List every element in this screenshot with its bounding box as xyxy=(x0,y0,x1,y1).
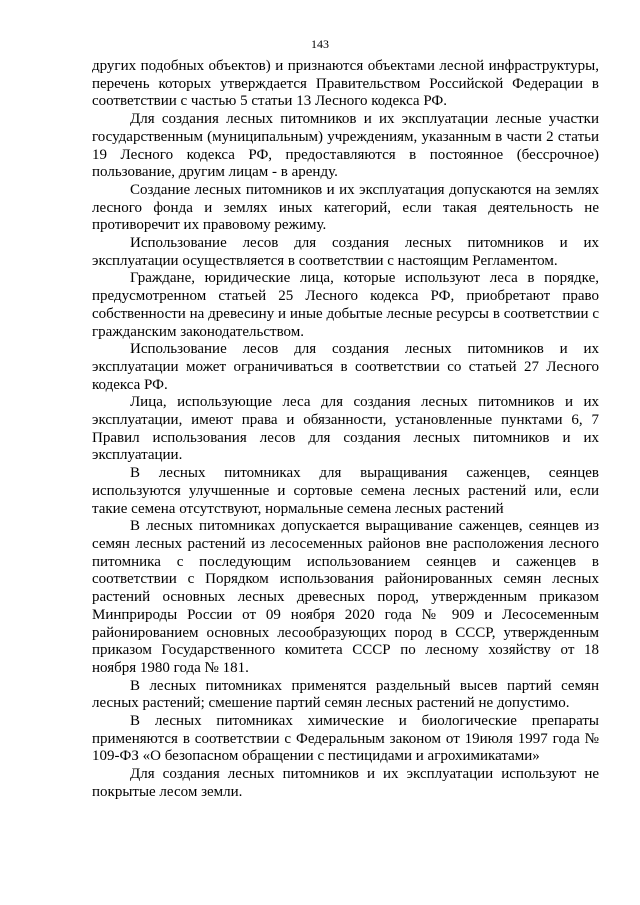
paragraph: Создание лесных питомников и их эксплуатация допускаются на землях лесного фонда и землях иных категорий, если такая деятельность не противоречит их правовому режиму. xyxy=(92,181,599,234)
paragraph: В лесных питомниках допускается выращивание саженцев, сеянцев из семян лесных растений из лесосеменных районов вне расположения лесного питомника с последующим использованием сеянцев и саженцев в соответствии с Порядком использования районированных семян лесных растений основных лесных древесных пород, утвержденным приказом Минприроды России от 09 ноября 2020 года № 909 и Лесосеменным районированием основных лесообразующих пород в СССР, утвержденным приказом Государственного комитета СССР по лесному хозяйству от 18 ноября 1980 года № 181. xyxy=(92,518,599,676)
paragraph: В лесных питомниках применятся раздельный высев партий семян лесных растений; смешение партий семян лесных растений не допустимо. xyxy=(92,677,599,712)
paragraph: Для создания лесных питомников и их эксплуатации лесные участки государственным (муниципальным) учреждениям, указанным в части 2 статьи 19 Лесного кодекса РФ, предоставляются в постоянное (бессрочное) пользование, другим лицам - в аренду. xyxy=(92,111,599,181)
paragraph: В лесных питомниках для выращивания саженцев, сеянцев используются улучшенные и сортовые семена лесных растений или, если такие семена отсутствуют, нормальные семена лесных растений xyxy=(92,465,599,517)
paragraph: Лица, использующие леса для создания лесных питомников и их эксплуатации, имеют права и обязанности, установленные пунктами 6, 7 Правил использования лесов для создания лесных питомников и их эксплуатации. xyxy=(92,394,599,464)
document-body xyxy=(92,58,599,802)
paragraph: Для создания лесных питомников и их эксплуатации используют не покрытые лесом земли. xyxy=(92,766,599,800)
paragraph: Использование лесов для создания лесных питомников и их эксплуатации может ограничиваться в соответствии со статьей 27 Лесного кодекса РФ. xyxy=(92,341,599,393)
paragraph: Использование лесов для создания лесных питомников и их эксплуатации осуществляется в соответствии с настоящим Регламентом. xyxy=(92,235,599,269)
paragraph: других подобных объектов) и признаются объектами лесной инфраструктуры, перечень которых утверждается Правительством Российской Федерации в соответствии с частью 5 статьи 13 Лесного кодекса РФ. xyxy=(92,58,599,110)
paragraph: Граждане, юридические лица, которые используют леса в порядке, предусмотренном статьей 25 Лесного кодекса РФ, приобретают право собственности на древесину и иные добытые лесные ресурсы в соответствии с гражданским законодательством. xyxy=(92,270,599,340)
page-number: 143 xyxy=(311,37,329,51)
paragraph: В лесных питомниках химические и биологические препараты применяются в соответствии с Федеральным законом от 19июля 1997 года № 109-ФЗ «О безопасном обращении с пестицидами и агрохимикатами» xyxy=(92,713,599,765)
